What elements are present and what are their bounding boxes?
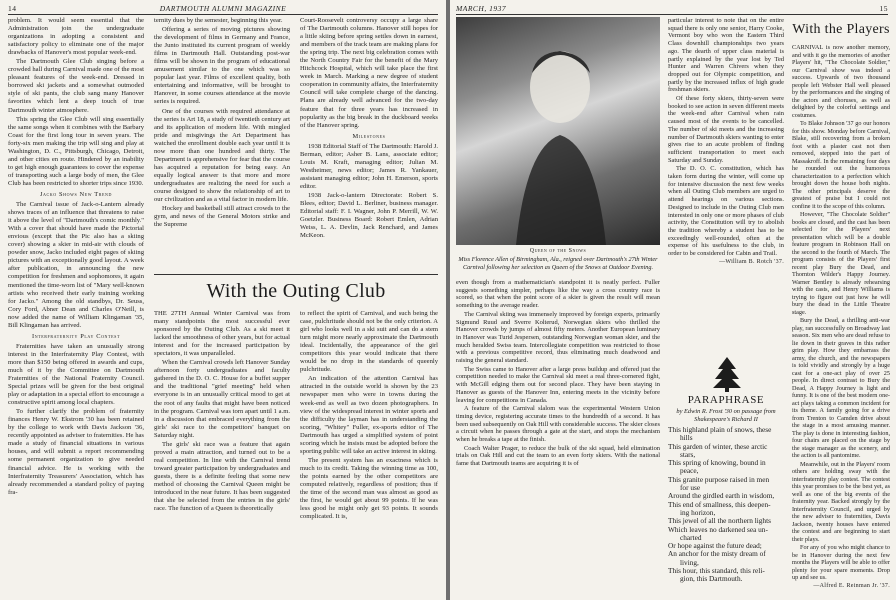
section-heading: Jacko Shows New Trend: [39, 190, 113, 198]
paragraph: THE 27TH Annual Winter Carnival was from many standpoints the most successful ever sponsored by the Outing Club. As a ski meet it lacked the smoothness of other years, but for actual interest and for the increased participation by spectators, it was unparalleled.: [154, 310, 290, 358]
poem-byline: by Edwin R. Frost '30 on passage from Shakespeare's Richard II: [676, 408, 776, 423]
paragraph: The girls' ski race was a feature that again proved a main attraction, and turned out to be a real competition. In line with the Carnival trend toward greater participation by undergraduates and guests, there is a definite feeling that some new method of choosing the Carnival Queen might be introduced in the near future. It has been suggested that she be selected from the entries in the girls' race. The function of a Queen is theoretically: [154, 440, 290, 513]
signature: —William B. Rotch '37.: [719, 258, 784, 265]
caption-body: Miss Florence Allen of Birmingham, Ala., reigned over Dartmouth's 27th Winter Carnival following her selection as Queen of the Snows at Outdoor Evening.: [458, 256, 658, 271]
paragraph: The Swiss came to Hanover after a large press buildup and offered just the competition needed to make the Carnival ski meet a real three-cornered fight, with McGill edging them out for second place. They have been staying in Hanover as guests of the Hanover Inn, entering meets in the vicinity before leaving for competitions in Canada.: [456, 365, 660, 404]
paragraph: When the Carnival crowds left Hanover Sunday afternoon forty undergraduates and faculty gathered in the D. O. C. House for a buffet supper and the traditional "grief meeting" held when everyone is in an unusually critical mood to get at the root of any faults that might have been noticed in the program. Carnival was torn apart until 1 a.m. in a discussion that embraced everything from the girls' ski race to the competitors' banquet on Saturday night.: [154, 359, 290, 439]
outing-club-title: With the Outing Club: [206, 280, 386, 302]
poem-line: for use: [680, 483, 701, 493]
paragraph: For any of you who might chance to be in Hanover during the next few months the Players will be able to offer plenty for your spare moments. Drop up and see us.: [792, 544, 890, 581]
paragraph: One of the courses with required attendance at the series is Art 18, a study of twentieth century art and its application of modern life. With mingled pride and misgivings the Art Department has watched the enrollment double each year until it is now more than one hundred and thirty. The Department is apprehensive for fear that the course has acquired a reputation for being easy. An equally logical answer is that more and more undergraduates are realizing the need for such a course designed to show the relationship of art to our civilization and as a vital factor in modern life.: [154, 107, 290, 204]
outing-column-2: [300, 310, 438, 597]
column-2-top: [154, 17, 290, 269]
left-page: [0, 0, 446, 600]
poem-line: This hour, this standard, this reli-: [668, 566, 765, 576]
photo-caption: [456, 248, 660, 271]
poem-line: This jewel of all the northern lights: [668, 516, 771, 526]
paragraph: to reflect the spirit of Carnival, and such being the case, pulchritude should not be the only criterion. A girl who looks well in a ski suit and can do a stem turn might more nearly approximate the Dartmouth ideal. Incidentally, the appearance of the girl competitors this year would indicate that there would be no drop in the standards of queenly pulchritude.: [300, 310, 438, 374]
section-heading: Interfraternity Play Contest: [31, 332, 120, 340]
paragraph: ternity dues by the semester, beginning this year.: [154, 17, 283, 24]
poem-line: gion, this Dartmouth.: [680, 574, 743, 584]
paragraph: An indication of the attention Carnival has attracted in the outside world is shown by the 23 newspaper men who were in towns during the week-end as well as two dozen photographers. In view of the widespread interest in winter sports and the difficulty the layman has in understanding the scoring, "Whitey" Fuller, ex-sports editor of The Dartmouth has urged a simplified system of point scoring which he insists must be adopted before the sporting public will take an active interest in skiing.: [300, 375, 438, 455]
poem-line: This garden of winter, these arctic: [668, 441, 768, 451]
evergreen-tree-icon: [712, 356, 742, 392]
outing-column-1: [154, 310, 290, 597]
poem-line: Or hope against the future dead;: [668, 541, 762, 551]
poem-line: hills: [680, 433, 693, 443]
header-rule: [456, 14, 888, 15]
paragraph: To Blake Johnson '37 go our honors for this show. Monday before Carnival, Blake, still recovering from a broken foot with a plaster cast not then removed, stepped into the part of Massakroff. In the remaining four days he rounded out the humorous characterization to a perfection which brought down the house both nights. The other principals deserve the greatest of praise but I could not confine it to the scope of this column.: [792, 120, 890, 210]
poem-lines: [668, 426, 784, 584]
caption-title: Queen of the Snows: [529, 248, 587, 254]
poem-line: charted: [680, 532, 702, 542]
paragraph: To further clarify the problem of fraternity finances Henry W. Ekstrom '30 has been retained by the college to work with Davis Jackson '36, recently appointed as adviser to fraternities. He has made a study of financial situations in various houses, and will submit a report recommending some permanent organization to give needed financial advice. He is working with the Interfraternity Treasurers' Association, which has already recommended a standard policy of paying fra-: [8, 408, 144, 496]
paragraph: A feature of the Carnival slalom was the experimental Western Union timing device, registering accurate times to the hundredth of a second. It has been used subsequently on Oak Hill with considerable success. The skier closes a circuit when he passes through a gate at the start, and stops the mechanism when he breaks a tape at the finish.: [456, 405, 660, 444]
poem-line: peace,: [680, 466, 699, 476]
paragraph: However, "The Chocolate Soldier" books are closed, and the cast has been selected for the Players' next presentation which will be a double feature program in Robinson Hall on the second to the fourth of March. The program consists of the Players' first recent play Bury the Dead, and Thornton Wilder's Happy Journey. Warner Bentley is already rehearsing with the casts, and Henry Williams is trying to figure out just how he will bury the dead in the Little Theatre stage.: [792, 211, 890, 316]
poem-line: stars,: [680, 449, 696, 459]
signature: —Alfred E. Reinman Jr. '37.: [813, 582, 890, 589]
paragraph: The Dartmouth Glee Club singing before a crowded hall during Carnival made one of the most pleasant features of the week-end. Dressed in borrowed ski jackets and a somewhat outmoded style of ski pants, the club sang many Hanover favorites which lent a deep touch of true Dartmouth winter atmosphere.: [8, 58, 144, 114]
paragraph: Meanwhile, out in the Players' room others are holding sway with the interfraternity play contest. The contest this year promises to be the best yet, as well as one of the big events of the fraternity year. Backed strongly by the Interfraternity Council, and urged by the new adviser to fraternities, Davis Jackson, twenty houses have entered the contest and are beginning to start their plays.: [792, 460, 890, 543]
right-page-number: 15: [879, 4, 888, 13]
right-page: [450, 0, 896, 600]
paragraph: Coach Walter Prager, to reduce the bulk of the ski squad, held elimination trials on Oak Hill and cut the team to an even forty skiers. With the national fame that Dartmouth teams are acquiring it is of: [456, 444, 660, 468]
poem-title: PARAPHRASE: [687, 394, 765, 406]
poem-line: This end of smallness, this deepen-: [668, 499, 771, 509]
paraphrase-poem: [668, 394, 784, 584]
paragraph: 1938 Editorial Staff of The Dartmouth: Harold J. Berman, editor; Asher B. Lans, associate editor; Louis M. Kraft, managing editor; Julian M. Westheimer, news editor; James R. Yankauer, assistant managing editor; John H. Emerson, sports editor.: [300, 142, 438, 190]
section-rule: [154, 274, 438, 275]
paragraph: Court-Roosevelt controversy occupy a large share of The Dartmouth columns. Hanover still hopes for a little skiing before spring settles down in earnest, and members of the track team are making plans for the spring trip. The next big celebration comes with the North Country Fair for the benefit of the Mary Hitchcock Hospital, which will take place the first week in March. Marking a new degree of student cooperation in community affairs, the Interfraternity Council will take complete charge of the dancing. Plans are already well advanced for the two-day feature that for three years has increased in popularity as the big break in the duckboard weeks of the Hanover spring.: [300, 17, 438, 129]
paragraph: problem. It would seem essential that the Administration join the undergraduate organizations in adopting a consistent and satisfactory policy to eliminate one of the major drawbacks of Hanover's most popular week-end.: [8, 17, 144, 57]
poem-line: ing horizon,: [680, 507, 716, 517]
column-1: [8, 17, 144, 597]
poem-line: This granite purpose raised in men: [668, 474, 770, 484]
poem-line: Which leaves no darkened sea un-: [668, 524, 768, 534]
paragraph: even though from a mathematician's standpoint it is neatly perfect. Fuller suggests something simpler, perhaps like the way a cross country race is scored, so that when the point score of a skier is given the result will mean something to the average reader.: [456, 279, 660, 310]
paragraph: Of these forty skiers, thirty-seven were booked to see action in seven different meets the week-end after Carnival when rain caused most of the events to be cancelled. The number of ski meets and the increasing number of Dartmouth skiers wanting to enter gives rise to an acute problem of finding sufficient transportation to meet each Saturday and Sunday.: [668, 95, 784, 164]
players-column: [792, 44, 890, 596]
paragraph: The present system has an exactness which is much to its credit. Taking the winning time as 100, the points earned by the other competitors are computed relatively, regardless of position; thus if the time of the second man was almost as good as the first, he would get about 99 points. If he was less good he might only get 93 points. It sounds complicated. It is,: [300, 456, 438, 521]
header-rule: [8, 14, 438, 15]
paragraph: CARNIVAL is now another memory, and with it go the memories of another Players' hit, "The Chocolate Soldier," our Carnival show was indeed a success. Upwards of two thousand people left Webster Hall well pleased by the performances and the singing of the actors and choruses, as well as delighted by the colorful settings and costumes.: [792, 44, 890, 119]
paragraph: The Carnival issue of Jack-o-Lantern already shows traces of an influence that threatens to raise it above the level of "Dartmouth's comic monthly." With a cover that should have made the Pictorial envious (except that the Pic also has a skiing cover) showing a skier in mid-air with clouds of powder snow, Jacko included eight pages of skiing pictures with an exceptionally good layout. A week after publication, in announcing the new competition for freshmen and sophomores, it again mentioned the time-worn list of "Mary well-known artists who received their early training working for Jacko." Among the old standbys, Dr. Seuss, Cory Ford, Abner Dean and Charles O'Neill, is now added the name of William Klingaman '35, Bill Klingaman has arrived.: [8, 201, 144, 329]
paragraph: Bury the Dead, a thrilling anti-war play, ran successfully on Broadway last season. Six men who are dead refuse to lie down in their graves in this rather grim play. How they embarrass the army, the church, and the newspapers is told vividly and strongly by a huge cast for a one-act play of over 25 people. In direct contrast to Bury the Dead, A Happy Journey is light and funny. It is one of the best modern one-act plays taking a common incident for its theme. A family going for a drive from Trenton to Camden drive about the stage in a most amusing manner. The play is done in interesting fashion, four chairs are placed on the stage by the stage manager as the scenery, and the action is all pantomime.: [792, 317, 890, 459]
portrait-icon: [456, 17, 660, 245]
queen-portrait-photo: [456, 17, 660, 245]
poem-line: An anchor for the misty dream of: [668, 549, 766, 559]
paragraph: The D. O. C. constitution, which has taken form during the winter, will come up for intensive discussion the next few weeks when all Outing Club members are urged to attend hearings on various sections. Designed to include in the Outing Club men interested in only one or more phases of club activity, the Constitution will try to abolish the tradition whereby a student has to be exceedingly well-rounded, often at the expense of his usefulness to the club, in order to be considered for Cabin and Trail.: [668, 165, 784, 258]
poem-line: This highland plain of snows, these: [668, 425, 772, 434]
left-page-number: 14: [8, 4, 17, 13]
paragraph: Offering a series of moving pictures showing the development of films in Germany and France, the Junto instituted its current program of weekly films in Dartmouth Hall. Outstanding post-war films will be shown in the program of educational amusement similar to the one which was so popular last year. Films of excellent quality, both entertaining and informative, will be brought to Hanover, in some courses attendance at the movie series is required.: [154, 26, 290, 106]
column-3-top: [300, 17, 438, 269]
poem-line: living,: [680, 557, 699, 567]
paragraph: particular interest to note that on the entire squad there is only one senior, Harry Cooke, Vermont boy who won the Eastern Third Class downhill championships two years ago. The dearth of upper class material is partly explained by the year lost by Ted Hunter and Warren Chivers when they dropped out for Olympic competition, and partly by the increased influx of high grade freshman skiers.: [668, 17, 784, 94]
paragraph: This spring the Glee Club will sing essentially the same songs when it combines with the Barbary Coast for the first long tour in seven years. The forty-six men making the trip will sing and play at Washington, D. C., Pittsburgh, Chicago, Detroit, and other cities en route. Hindered by an inability to get high enough guarantees to cover the expense of transporting such a large body of men, the Glee Club has been restricted to shorter trips since 1930.: [8, 115, 144, 187]
poem-line: Around the girdled earth in wisdom,: [668, 491, 775, 501]
paragraph: Fraternities have taken an unusually strong interest in the Interfraternity Play Contest, with more than $150 being offered in awards and cups, much of it by the Committee on Dartmouth Fraternities of the National Fraternity Council. Special prizes will be given for the best original play or adaptation in a special effort to encourage a constructive spirit among local chapters.: [8, 342, 144, 407]
left-running-head: DARTMOUTH ALUMNI MAGAZINE: [159, 4, 287, 13]
paragraph: The Carnival skiing was immensely improved by foreign experts, primarily Sigmund Ruud and Sverre Kolterud, Norwegian skiers who thrilled the Hanover crowds by jumps of almost fifty meters. Another European luminary in Hanover was Turid Jespersen, outstanding Norwegian woman skier, and the much heralded Swiss team. Intercollegiate competition was restricted to those with a previous competitive record, thus eliminating much deadwood and raising the general standard.: [456, 310, 660, 365]
paragraph: Hockey and basketball still attract crowds to the gym, and news of the General Motors strike and the Supreme: [154, 205, 290, 229]
players-title: With the Players: [792, 22, 890, 37]
section-heading: Milestones: [352, 132, 386, 140]
poem-line: This spring of knowing, bound in: [668, 458, 766, 468]
right-column-2: [668, 17, 784, 387]
right-running-head: MARCH, 1937: [456, 4, 507, 13]
paragraph: 1938 Jack-o-lantern Directorate: Robert S. Blees, editor; David L. Berliner, business manager. Editorial staff: F. I. Wagner, John P. Merrill, W. W. Goetzler. Business Board: Robert Emlen, Adrian Weiss, L. A. Devlin, Jack Renchard, and James McKeon.: [300, 191, 438, 240]
